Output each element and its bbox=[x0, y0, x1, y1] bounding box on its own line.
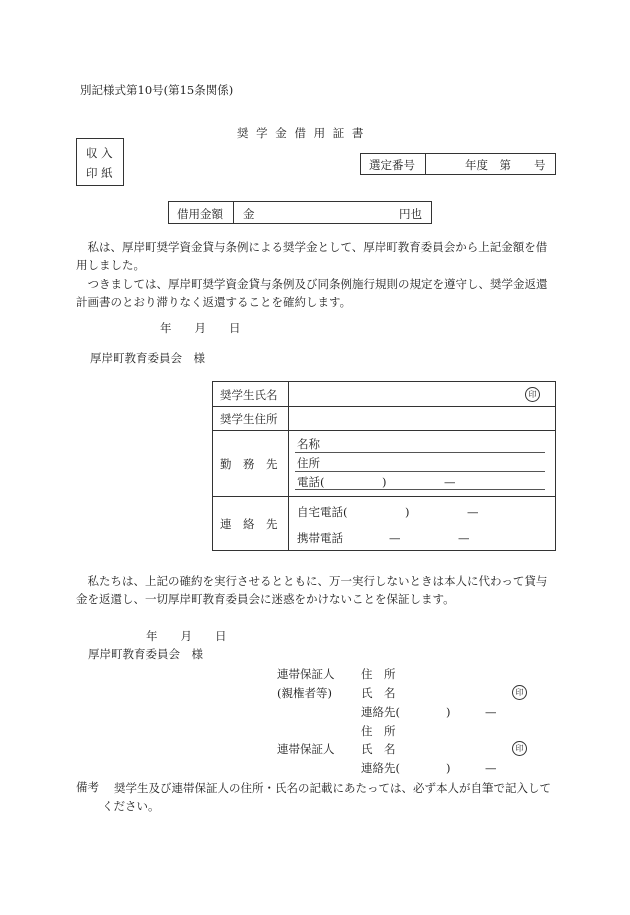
borrowed-amount-box bbox=[168, 201, 432, 224]
stamp-box-line2: 印 紙 bbox=[86, 166, 113, 180]
workplace-address-label: 住所 bbox=[297, 456, 320, 470]
borrowed-amount-prefix: 金 bbox=[243, 207, 255, 221]
note-text: 奨学生及び連帯保証人の住所・氏名の記載にあたっては、必ず本人が自筆で記入してください。 bbox=[102, 781, 551, 813]
guarantor1-seal-icon: 印 bbox=[512, 685, 527, 700]
guarantor2-contact: 連絡先( ) — bbox=[361, 761, 497, 775]
guarantor1-name: 氏 名 bbox=[361, 686, 396, 700]
mobile-phone: 携帯電話 — — bbox=[297, 531, 470, 545]
document-title: 奨 学 金 借 用 証 書 bbox=[237, 126, 366, 140]
selection-number-box bbox=[360, 153, 556, 175]
selection-number-value[interactable]: 年度 第 号 bbox=[465, 158, 546, 172]
workplace-label: 勤 務 先 bbox=[220, 457, 278, 471]
student-address-label: 奨学生住所 bbox=[220, 412, 278, 426]
note-label: 備考 bbox=[76, 780, 99, 794]
guarantor2-label: 連帯保証人 bbox=[277, 742, 335, 756]
revenue-stamp-box bbox=[76, 138, 124, 186]
addressee-2: 厚岸町教育委員会 様 bbox=[88, 647, 203, 661]
contact-label: 連 絡 先 bbox=[220, 517, 278, 531]
workplace-name-label: 名称 bbox=[297, 437, 320, 451]
paragraph-guarantee: 私たちは、上記の確約を実行させるとともに、万一実行しないときは本人に代わって貸与金を返還し、一切厚岸町教育委員会に迷惑をかけないことを保証します。 bbox=[76, 574, 548, 606]
student-info-table bbox=[212, 381, 556, 551]
guarantor1-label: 連帯保証人 bbox=[277, 667, 335, 681]
borrowed-amount-suffix: 円也 bbox=[399, 207, 422, 221]
guarantor2-seal-icon: 印 bbox=[512, 741, 527, 756]
paragraph-borrowing: 私は、厚岸町奨学資金貸与条例による奨学金として、厚岸町教育委員会から上記金額を借用しました。 bbox=[76, 240, 548, 272]
form-number-label: 別記様式第10号(第15条関係) bbox=[80, 83, 234, 97]
student-seal-icon: 印 bbox=[525, 387, 540, 402]
borrowed-amount-label: 借用金額 bbox=[177, 207, 223, 221]
paragraph-repayment-pledge: つきましては、厚岸町奨学資金貸与条例及び同条例施行規則の規定を遵守し、奨学金返還計画書のとおり滞りなく返還することを確約します。 bbox=[76, 277, 548, 309]
guarantor2-name: 氏 名 bbox=[361, 742, 396, 756]
guarantor1-contact: 連絡先( ) — bbox=[361, 705, 497, 719]
home-phone: 自宅電話( ) — bbox=[297, 505, 479, 519]
addressee: 厚岸町教育委員会 様 bbox=[90, 351, 205, 365]
date-line-2[interactable]: 年 月 日 bbox=[146, 629, 227, 643]
date-line[interactable]: 年 月 日 bbox=[160, 321, 241, 335]
workplace-phone: 電話( ) — bbox=[297, 475, 456, 489]
student-name-label: 奨学生氏名 bbox=[220, 388, 278, 402]
selection-number-label: 選定番号 bbox=[369, 158, 415, 172]
stamp-box-line1: 収 入 bbox=[86, 146, 113, 160]
guarantor1-address: 住 所 bbox=[361, 667, 396, 681]
guarantor2-address: 住 所 bbox=[361, 724, 396, 738]
guarantor1-sublabel: (親権者等) bbox=[277, 686, 332, 700]
